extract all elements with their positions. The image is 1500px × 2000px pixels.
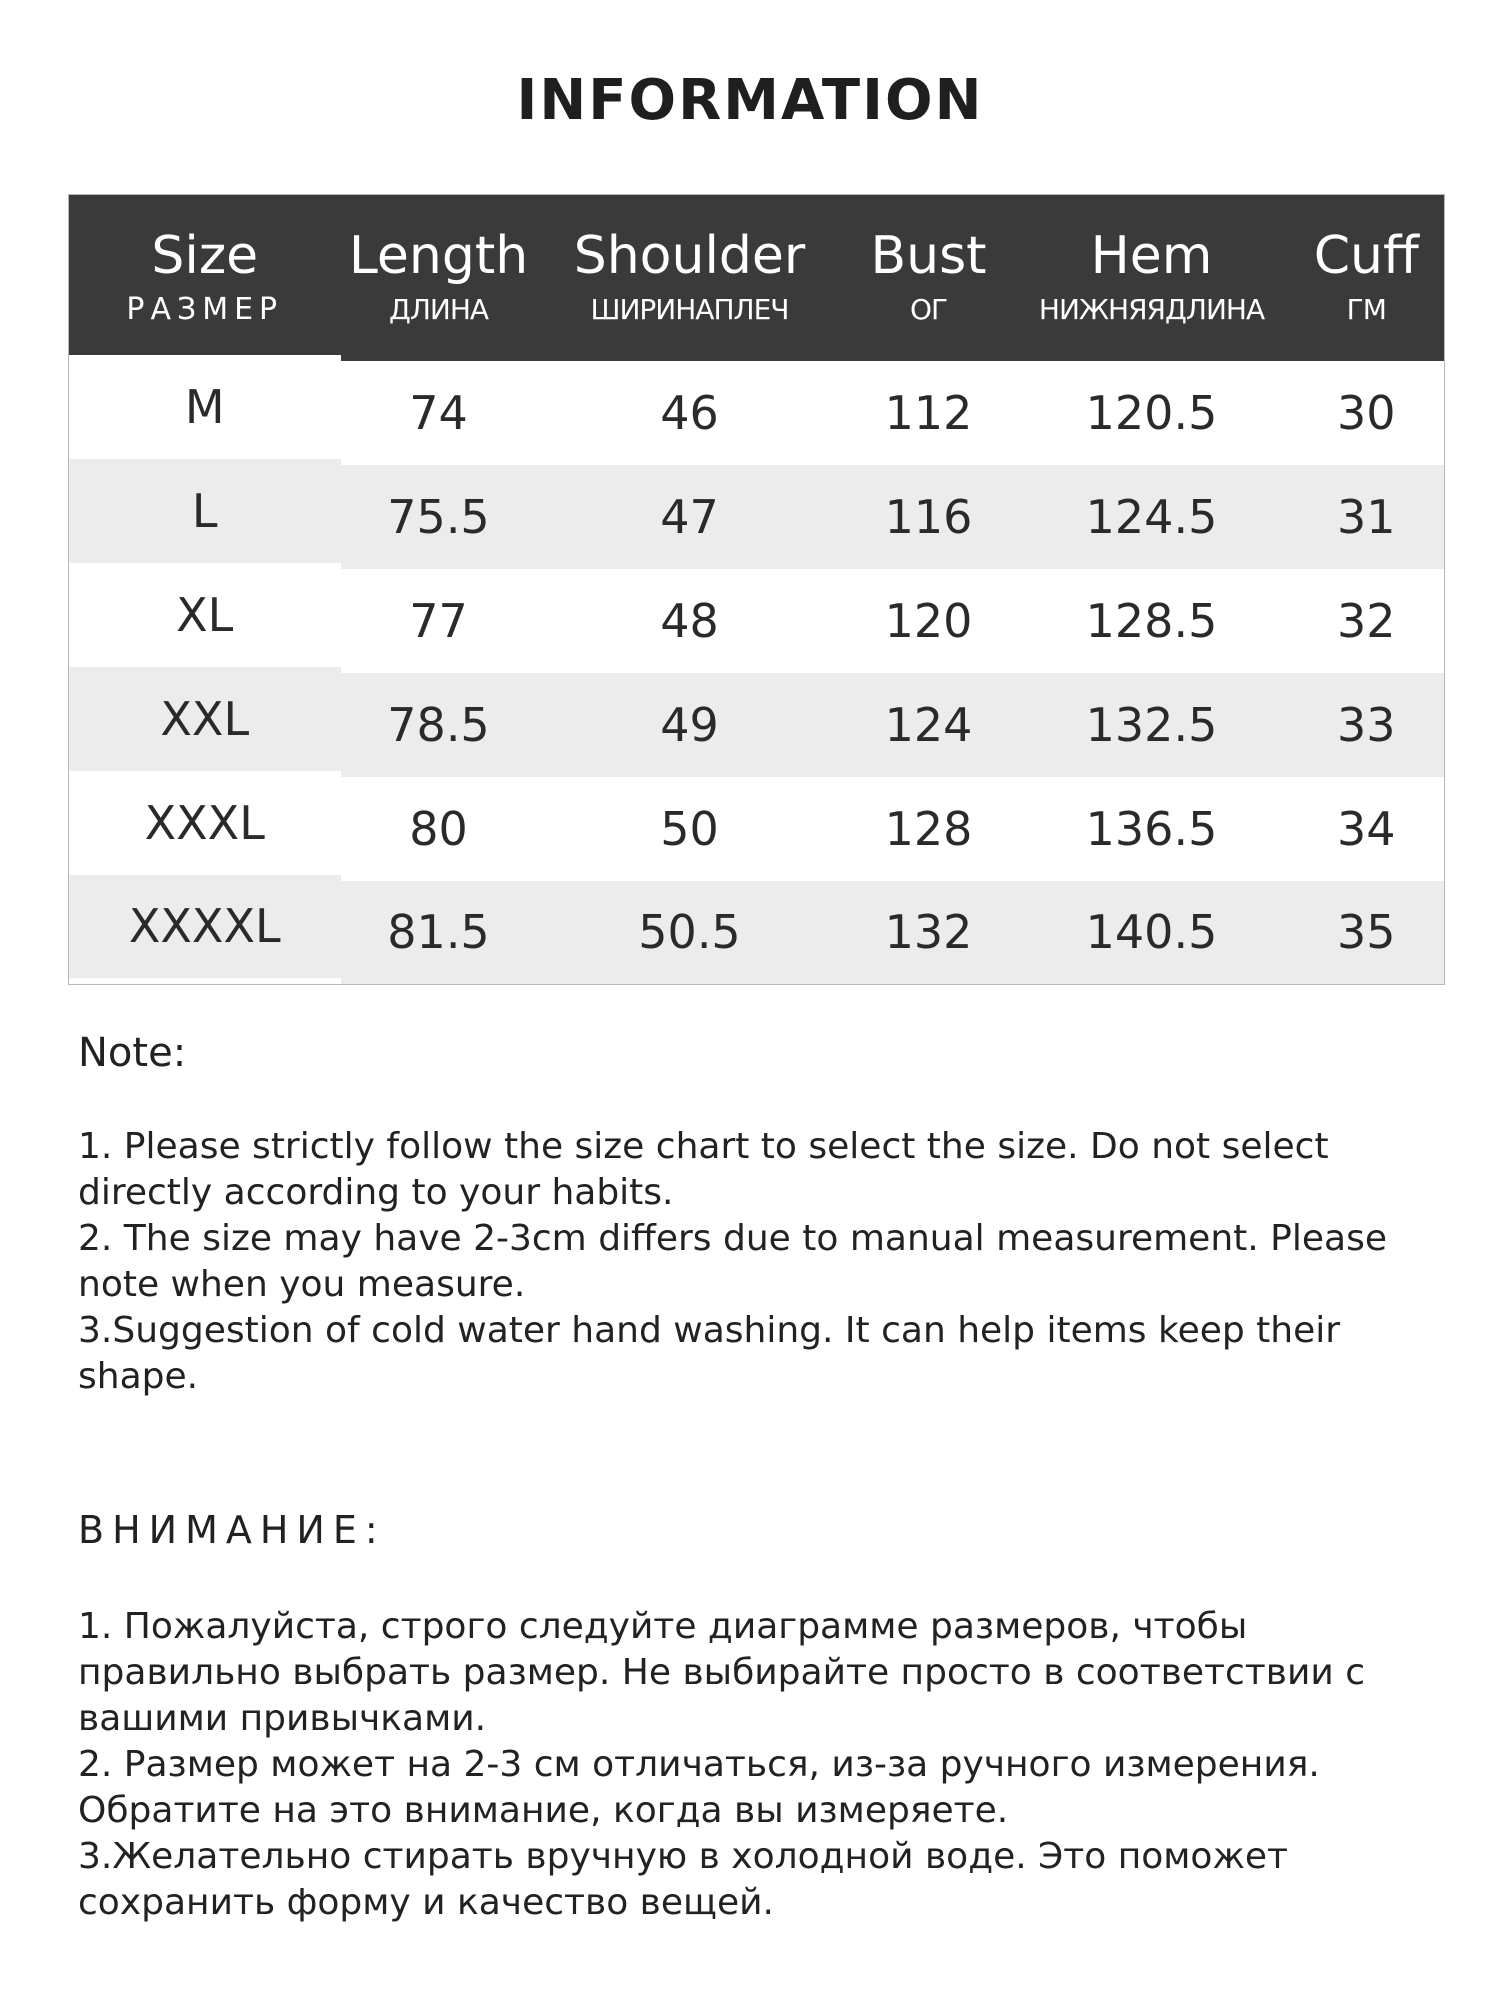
- cell-hem: 124.5: [1085, 489, 1218, 544]
- cell-shoulder: 46: [660, 385, 719, 440]
- header-label-ru: РАЗМЕР: [126, 291, 284, 327]
- header-cuff: [1289, 195, 1445, 361]
- cell-hem: 120.5: [1085, 385, 1218, 440]
- ru-note-item: 1. Пожалуйста, строго следуйте диаграмме размеров, чтобы правильно выбрать размер. Не выбирайте просто в соответствии с вашими привычками.: [78, 1606, 1366, 1739]
- cell-size: XXXXL: [128, 899, 281, 954]
- header-label-ru: ДЛИНА: [388, 292, 489, 326]
- note-heading: Note:: [78, 1030, 187, 1076]
- cell-hem: 136.5: [1085, 801, 1218, 856]
- cell-hem: 132.5: [1085, 697, 1218, 752]
- cell-cuff: 33: [1336, 697, 1396, 752]
- cell-shoulder: 50.5: [638, 905, 741, 960]
- cell-length: 75.5: [387, 489, 490, 544]
- cell-shoulder: 49: [660, 697, 719, 752]
- cell-length: 78.5: [387, 697, 490, 752]
- table-row: [69, 465, 1445, 569]
- cell-shoulder: 48: [660, 593, 719, 648]
- table-header: [69, 195, 1445, 361]
- header-label-en: Hem: [1090, 225, 1213, 286]
- ru-note-list: [78, 1604, 1438, 1926]
- note-item: 2. The size may have 2-3cm differs due to manual measurement. Please note when you measure.: [78, 1218, 1387, 1305]
- header-label-en: Bust: [870, 225, 987, 286]
- cell-length: 81.5: [387, 905, 490, 960]
- header-label-ru: ШИРИНАПЛЕЧ: [590, 292, 789, 326]
- header-bust: [843, 195, 1015, 361]
- header-size: [69, 195, 341, 361]
- table-row: [69, 673, 1445, 777]
- ru-note-item: 2. Размер может на 2-3 см отличаться, из-за ручного измерения. Обратите на это внимание, когда вы измеряете.: [78, 1744, 1320, 1831]
- header-label-en: Length: [348, 225, 529, 286]
- header-label-ru: ГМ: [1346, 292, 1386, 326]
- cell-cuff: 32: [1336, 593, 1396, 648]
- header-label-ru: ОГ: [909, 292, 948, 326]
- cell-cuff: 30: [1336, 385, 1396, 440]
- cell-size: XXL: [160, 691, 250, 746]
- cell-length: 74: [409, 385, 468, 440]
- note-item: 1. Please strictly follow the size chart to select the size. Do not select directly according to your habits.: [78, 1126, 1329, 1213]
- cell-bust: 120: [884, 593, 973, 648]
- note-list: [78, 1124, 1438, 1400]
- cell-cuff: 35: [1336, 905, 1396, 960]
- cell-hem: 140.5: [1085, 905, 1218, 960]
- cell-bust: 128: [884, 801, 973, 856]
- cell-hem: 128.5: [1085, 593, 1218, 648]
- cell-shoulder: 47: [660, 489, 719, 544]
- header-label-en: Size: [151, 225, 259, 286]
- table-row: [69, 569, 1445, 673]
- page-title: INFORMATION: [516, 68, 984, 133]
- header-label-ru: НИЖНЯЯДЛИНА: [1038, 292, 1265, 326]
- cell-shoulder: 50: [660, 801, 719, 856]
- cell-size: M: [184, 379, 225, 434]
- cell-bust: 124: [884, 697, 973, 752]
- size-chart-table: [68, 194, 1445, 985]
- cell-bust: 116: [884, 489, 973, 544]
- table-row: [69, 881, 1445, 985]
- header-hem: [1015, 195, 1289, 361]
- header-label-en: Cuff: [1313, 225, 1419, 286]
- cell-length: 77: [409, 593, 468, 648]
- header-length: [341, 195, 537, 361]
- header-label-en: Shoulder: [573, 225, 806, 286]
- cell-bust: 132: [884, 905, 973, 960]
- header-shoulder: [537, 195, 843, 361]
- cell-cuff: 34: [1336, 801, 1396, 856]
- ru-note-item: 3.Желательно стирать вручную в холодной воде. Это поможет сохранить форму и качество вещей.: [78, 1836, 1288, 1923]
- cell-bust: 112: [884, 385, 973, 440]
- table-body: [69, 361, 1445, 985]
- note-item: 3.Suggestion of cold water hand washing. It can help items keep their shape.: [78, 1310, 1341, 1397]
- cell-length: 80: [409, 801, 468, 856]
- cell-size: XXXL: [144, 795, 265, 850]
- table-row: [69, 777, 1445, 881]
- table-row: [69, 361, 1445, 465]
- cell-size: L: [191, 483, 218, 538]
- cell-size: XL: [176, 587, 234, 642]
- ru-note-heading: ВНИМАНИЕ:: [78, 1508, 386, 1552]
- header-row: [69, 195, 1445, 361]
- cell-cuff: 31: [1336, 489, 1396, 544]
